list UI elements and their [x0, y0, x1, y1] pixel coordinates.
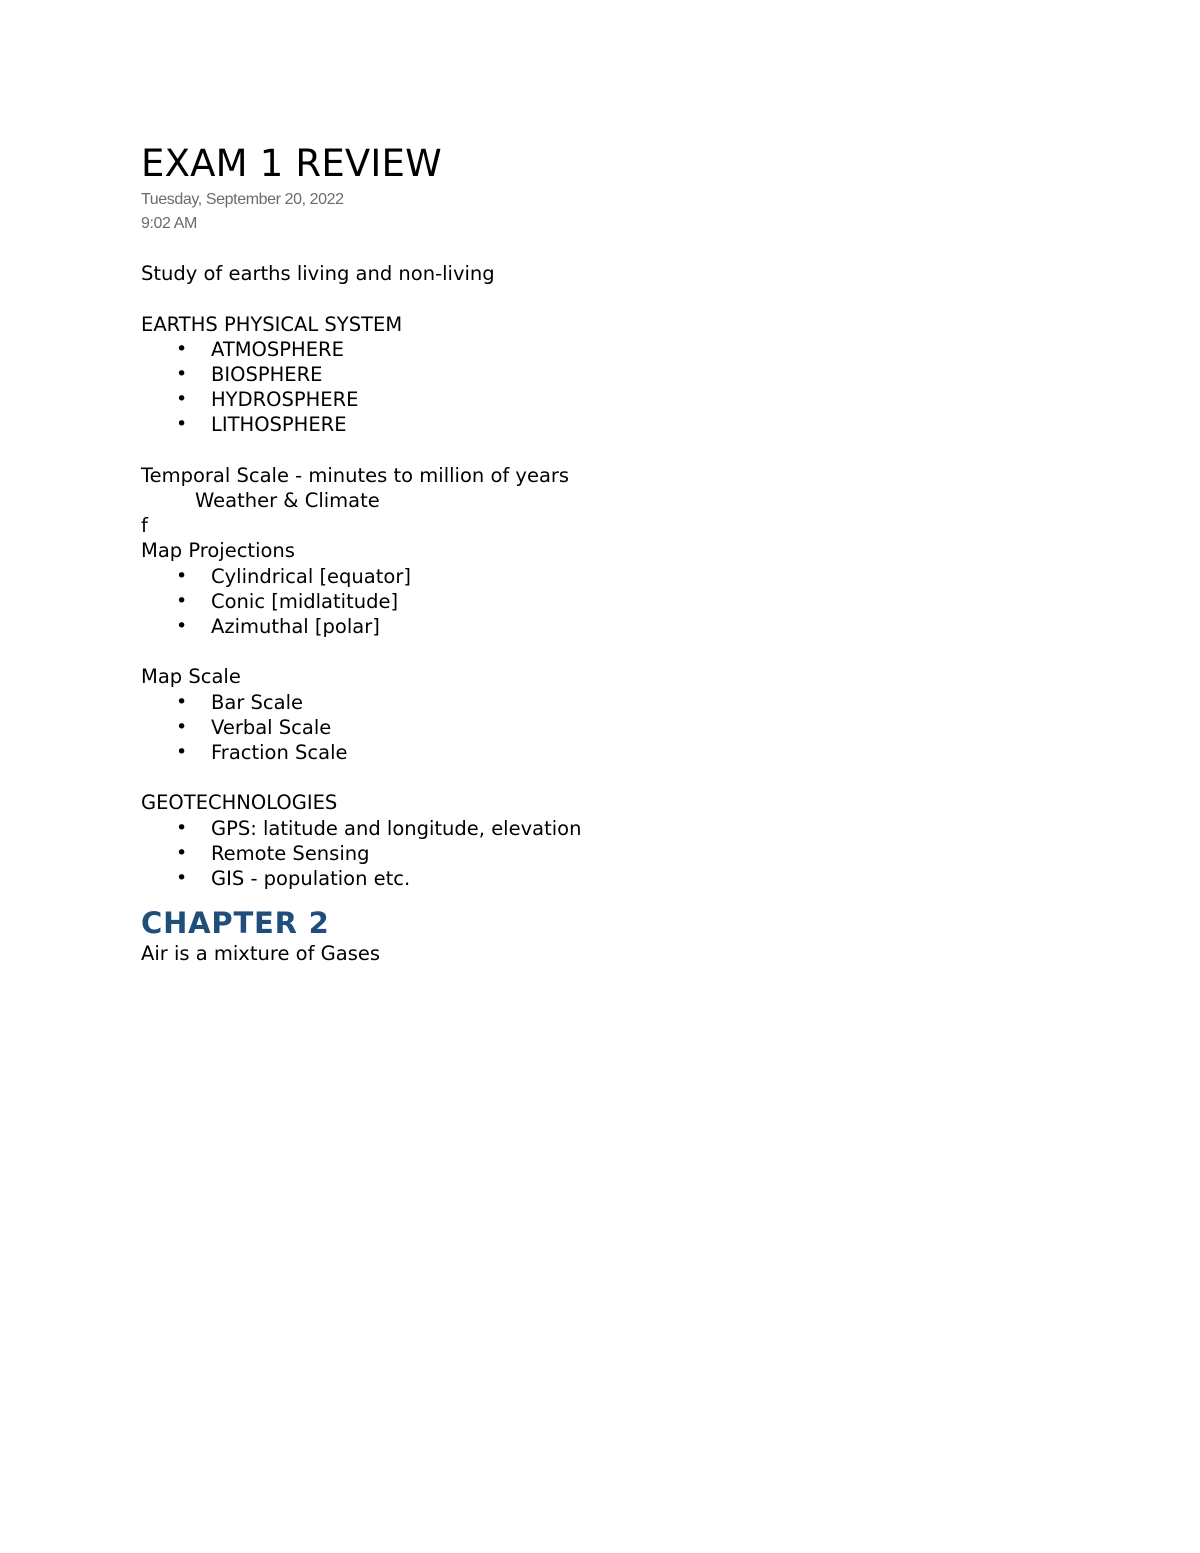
physical-system-list	[141, 337, 1041, 438]
list-item	[141, 740, 1041, 765]
list-item	[141, 841, 1041, 866]
page-title: EXAM 1 REVIEW	[141, 142, 442, 185]
temporal-scale-line: Temporal Scale - minutes to million of years	[141, 463, 570, 487]
bullet-icon: •	[176, 337, 188, 360]
list-item	[141, 589, 1041, 614]
spacer	[141, 639, 1041, 664]
bullet-icon: •	[176, 741, 188, 763]
list-item	[141, 715, 1041, 740]
map-scale-heading: Map Scale	[141, 665, 241, 689]
bullet-icon: •	[176, 715, 188, 738]
note-time: 9:02 AM	[141, 215, 197, 232]
list-item-label: Cylindrical [equator]	[211, 564, 411, 588]
bullet-icon: •	[176, 564, 188, 587]
stray-text: f	[141, 514, 148, 538]
list-item	[141, 564, 1041, 589]
list-item-label: ATMOSPHERE	[211, 337, 344, 361]
list-item-label: Fraction Scale	[211, 741, 348, 764]
list-item	[141, 816, 1041, 841]
bullet-icon: •	[176, 362, 188, 385]
physical-system-heading: EARTHS PHYSICAL SYSTEM	[141, 312, 403, 336]
geotech-list	[141, 816, 1041, 892]
bullet-icon: •	[176, 589, 188, 612]
spacer	[141, 765, 1041, 790]
list-item	[141, 337, 1041, 362]
note-page	[141, 140, 1041, 966]
projections-heading: Map Projections	[141, 539, 295, 563]
bullet-icon: •	[176, 615, 188, 637]
list-item	[141, 614, 1041, 639]
bullet-icon: •	[176, 413, 188, 436]
list-item-label: LITHOSPHERE	[211, 413, 347, 437]
bullet-icon: •	[176, 867, 188, 889]
bullet-icon: •	[176, 841, 188, 864]
list-item-label: Remote Sensing	[211, 841, 370, 865]
intro-text: Study of earths living and non-living	[141, 262, 495, 286]
list-item	[141, 866, 1041, 891]
list-item-label: BIOSPHERE	[211, 362, 323, 386]
projections-list	[141, 564, 1041, 640]
list-item	[141, 362, 1041, 387]
list-item-label: HYDROSPHERE	[211, 388, 359, 412]
geotech-heading: GEOTECHNOLOGIES	[141, 791, 338, 815]
list-item-label: Verbal Scale	[211, 715, 332, 739]
list-item	[141, 412, 1041, 437]
spacer	[141, 286, 1041, 311]
list-item-label: Bar Scale	[211, 690, 304, 714]
chapter-line: Air is a mixture of Gases	[141, 942, 381, 966]
list-item-label: Azimuthal [polar]	[211, 615, 380, 638]
list-item	[141, 690, 1041, 715]
temporal-scale-sub: Weather & Climate	[195, 488, 380, 512]
list-item-label: GIS - population etc.	[211, 867, 411, 890]
bullet-icon: •	[176, 388, 188, 411]
list-item	[141, 387, 1041, 412]
bullet-icon: •	[176, 816, 188, 839]
spacer	[141, 236, 1041, 261]
chapter-heading: CHAPTER 2	[141, 906, 330, 941]
note-date: Tuesday, September 20, 2022	[141, 191, 344, 208]
list-item-label: Conic [midlatitude]	[211, 589, 399, 613]
list-item-label: GPS: latitude and longitude, elevation	[211, 816, 582, 840]
spacer	[141, 438, 1041, 463]
map-scale-list	[141, 690, 1041, 766]
bullet-icon: •	[176, 690, 188, 713]
